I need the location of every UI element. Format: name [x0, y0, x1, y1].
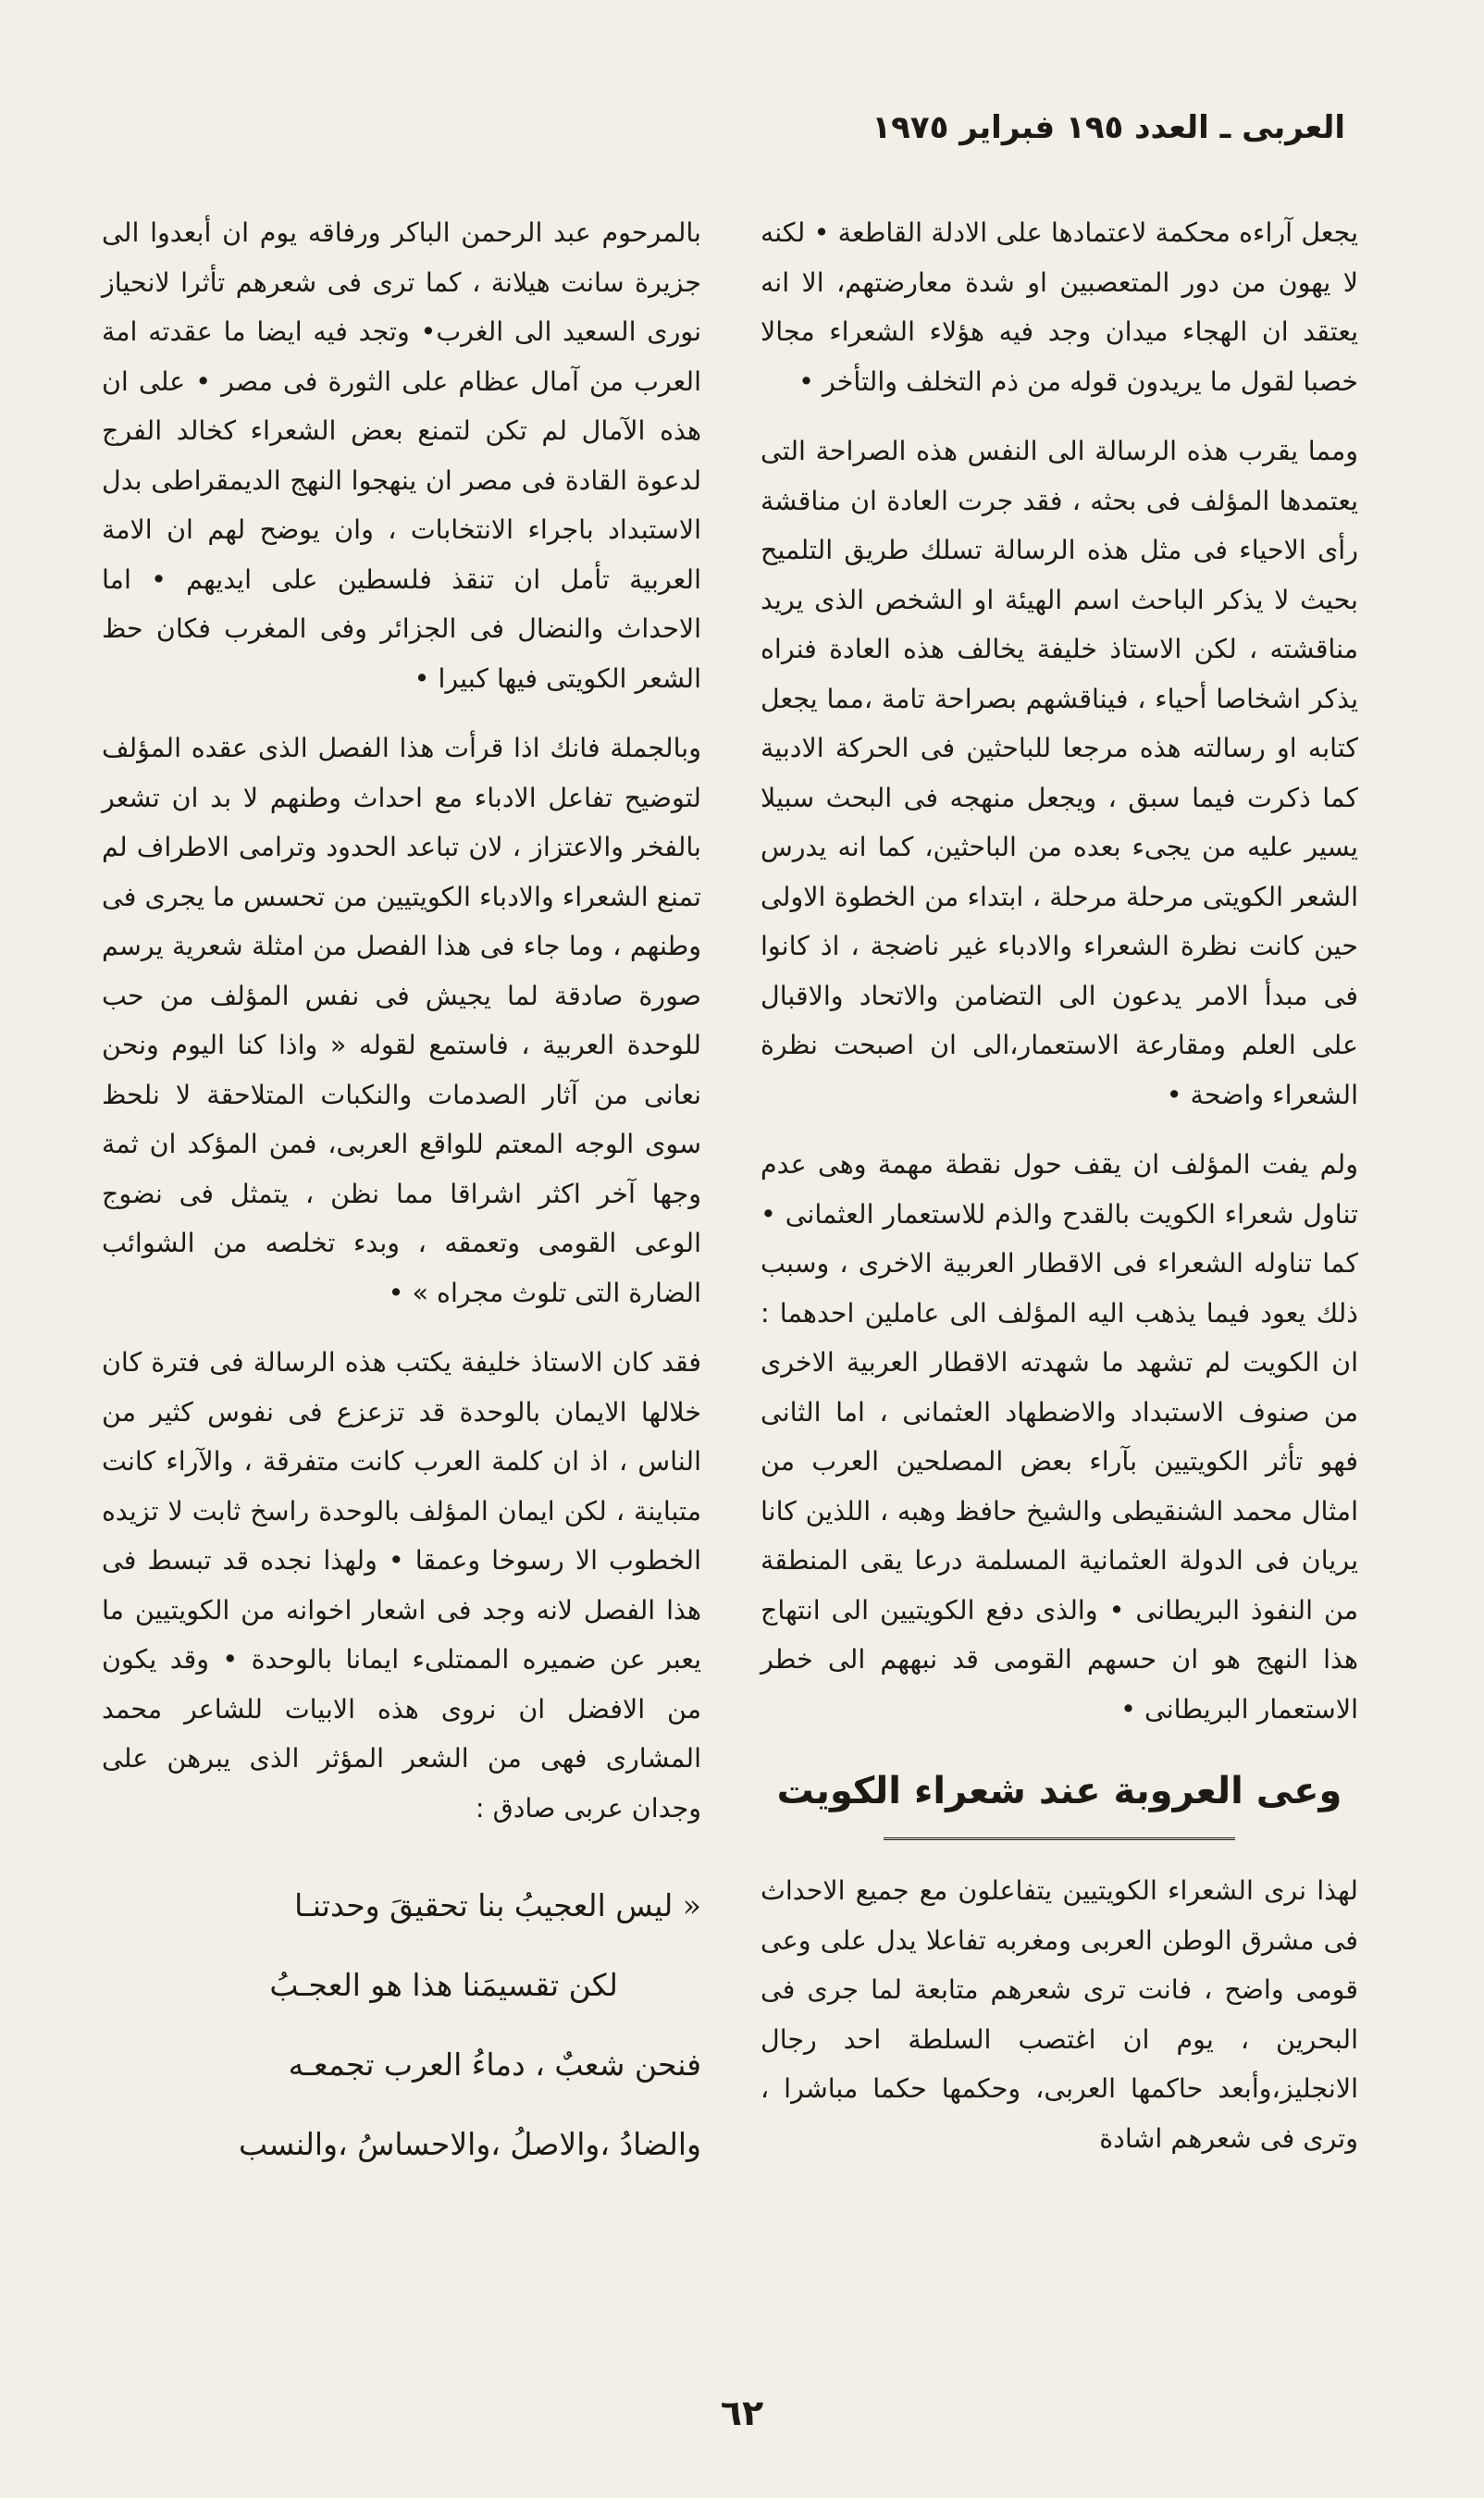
paragraph: لهذا نرى الشعراء الكويتيين يتفاعلون مع جميع الاحداث فى مشرق الوطن العربى ومغربه تفاعلا يدل على وعى قومى واضح ، فانت ترى شعرهم متابعة لما جرى فى البحرين ، يوم ان اغتصب السلطة احد رجال الانجليز،وأبعد حاكمها العربى، وحكمها حكما مباشرا ، وترى فى شعرهم اشادة — [761, 1875, 1358, 2154]
poem-line: والضادُ ،والاصلُ ،والاحساسُ ،والنسب — [239, 2126, 701, 2162]
poem-line: فنحن شعبٌ ، دماءُ العرب تجمعـه — [288, 2047, 701, 2083]
poem-line: « ليس العجيبُ بنا تحقيقَ وحدتنـا — [294, 1887, 701, 1923]
paragraph: وبالجملة فانك اذا قرأت هذا الفصل الذى عقده المؤلف لتوضيح تفاعل الادباء مع احداث وطنهم لا بد ان تشعر بالفخر والاعتزاز ، لان تباعد الحدود وترامى الاطراف لم تمنع الشعراء والادباء الكويتيين من تحسس ما يجرى فى وطنهم ، وما جاء فى هذا الفصل من امثلة شعرية يرسم صورة صادقة لما يجيش فى نفس المؤلف من حب للوحدة العربية ، فاستمع لقوله « واذا كنا اليوم ونحن نعانى من آثار الصدمات والنكبات المتلاحقة لا نلحظ سوى الوجه المعتم للواقع العربى، فمن المؤكد ان ثمة وجها آخر اكثر اشراقا مما نظن ، يتمثل فى نضوج الوعى القومى وتعمقه ، وبدء تخلصه من الشوائب الضارة التى تلوث مجراه » • — [102, 733, 701, 1308]
poem — [102, 1866, 701, 2184]
paragraph: بالمرحوم عبد الرحمن الباكر ورفاقه يوم ان أبعدوا الى جزيرة سانت هيلانة ، كما ترى فى شعرهم تأثرا لانحياز نورى السعيد الى الغرب• وتجد فيه ايضا ما عقدته امة العرب من آمال عظام على الثورة فى مصر • على ان هذه الآمال لم تكن لتمنع بعض الشعراء كخالد الفرج لدعوة القادة فى مصر ان ينهجوا النهج الديمقراطى بدل الاستبداد باجراء الانتخابات ، وان يوضح لهم ان الامة العربية تأمل ان تنقذ فلسطين على ايديهم • اما الاحداث والنضال فى الجزائر وفى المغرب فكان حظ الشعر الكويتى فيها كبيرا • — [102, 217, 701, 694]
paragraph: فقد كان الاستاذ خليفة يكتب هذه الرسالة فى فترة كان خلالها الايمان بالوحدة قد تزعزع فى نفوس كثير من الناس ، اذ ان كلمة العرب كانت متفرقة ، والآراء كانت متباينة ، لكن ايمان المؤلف بالوحدة راسخ ثابت لا تزيده الخطوب الا رسوخا وعمقا • ولهذا نجده قد تبسط فى هذا الفصل لانه وجد فى اشعار اخوانه من الكويتيين ما يعبر عن ضميره الممتلىء ايمانا بالوحدة • وقد يكون من الافضل ان نروى هذه الابيات للشاعر محمد المشارى فهى من الشعر المؤثر الذى يبرهن على وجدان عربى صادق : — [102, 1347, 701, 1824]
paragraph: ولم يفت المؤلف ان يقف حول نقطة مهمة وهى عدم تناول شعراء الكويت بالقدح والذم للاستعمار العثمانى • كما تناوله الشعراء فى الاقطار العربية الاخرى ، وسبب ذلك يعود فيما يذهب اليه المؤلف الى عاملين احدهما : ان الكويت لم تشهد ما شهدته الاقطار العربية الاخرى من صنوف الاستبداد والاضطهاد العثمانى ، اما الثانى فهو تأثر الكويتيين بآراء بعض المصلحين العرب من امثال محمد الشنقيطى والشيخ حافظ وهبه ، اللذين كانا يريان فى الدولة العثمانية المسلمة درعا يقى المنطقة من النفوذ البريطانى • والذى دفع الكويتيين الى انتهاج هذا النهج هو ان حسهم القومى قد نبههم الى خطر الاستعمار البريطانى • — [761, 1149, 1358, 1725]
heading-underline — [884, 1828, 1235, 1840]
paragraph: ومما يقرب هذه الرسالة الى النفس هذه الصراحة التى يعتمدها المؤلف فى بحثه ، فقد جرت العادة ان مناقشة رأى الاحياء فى مثل هذه الرسالة تسلك طريق التلميح بحيث لا يذكر الباحث اسم الهيئة او الشخص الذى يريد مناقشته ، لكن الاستاذ خليفة يخالف هذه العادة فنراه يذكر اشخاصا أحياء ، فيناقشهم بصراحة تامة ،مما يجعل كتابه او رسالته هذه مرجعا للباحثين فى الحركة الادبية كما ذكرت فيما سبق ، ويجعل منهجه فى البحث سبيلا يسير عليه من يجىء بعده من الباحثين، كما انه يدرس الشعر الكويتى مرحلة مرحلة ، ابتداء من الخطوة الاولى حين كانت نظرة الشعراء والادباء غير ناضجة ، اذ كانوا فى مبدأ الامر يدعون الى التضامن والاتحاد والاقبال على العلم ومقارعة الاستعمار،الى ان اصبحت نظرة الشعراء واضحة • — [761, 436, 1358, 1110]
paragraph: يجعل آراءه محكمة لاعتمادها على الادلة القاطعة • لكنه لا يهون من دور المتعصبين او شدة معارضتهم، الا انه يعتقد ان الهجاء ميدان وجد فيه هؤلاء الشعراء مجالا خصبا لقول ما يريدون قوله من ذم التخلف والتأخر • — [761, 217, 1358, 397]
running-header: العربى ـ العدد ١٩٥ فبراير ١٩٧٥ — [872, 109, 1345, 146]
section-heading: وعى العروبة عند شعراء الكويت — [776, 1770, 1342, 1812]
page-number: ٦٢ — [720, 2393, 764, 2433]
right-column — [761, 208, 1358, 2163]
poem-line: لكن تقسيمَنا هذا هو العجـبُ — [269, 1967, 618, 2003]
left-column — [102, 208, 701, 2184]
